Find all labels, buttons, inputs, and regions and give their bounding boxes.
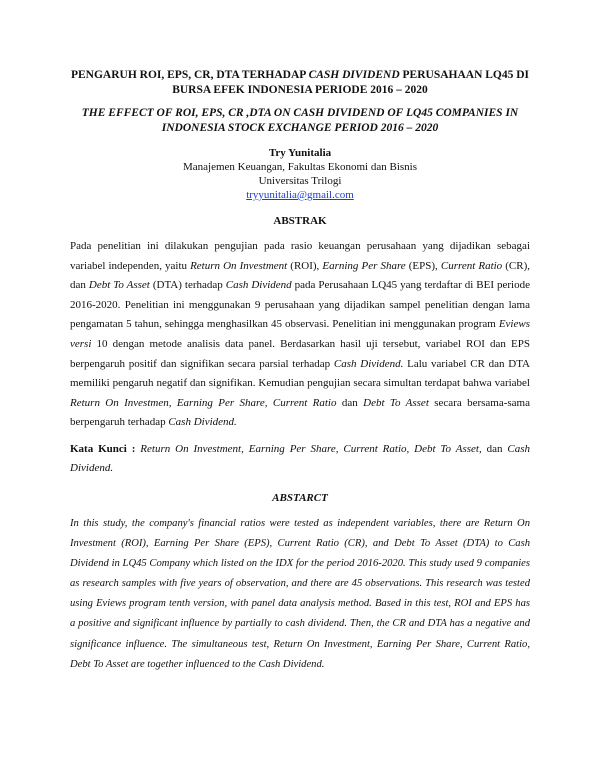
abstrak-term: Cash Dividend. — [333, 357, 404, 370]
abstrak-text: (CR), dan — [70, 259, 530, 292]
abstrak-heading: ABSTRAK — [273, 215, 327, 227]
abstrak-term: Current Ratio — [440, 259, 503, 272]
abstrak-text: pada Perusahaan LQ45 yang terdaftar di BEI periode 2016-2020. Penelitian ini menggunakan 9 perusahaan yang dijadikan sampel penelitian dengan lama pengamatan 5 tahun, sehingga menghasilkan 45 observasi. Penelitian ini menggunakan program — [70, 279, 530, 331]
abstrak-text: Pada penelitian ini dilakukan pengujian pada rasio keuangan perusahaan yang dijadikan sebagai variabel independen, yaitu — [70, 240, 530, 272]
abstrak-text: 10 dengan metode analisis data panel. Berdasarkan hasil uji tersebut, variabel ROI dan EPS berpengaruh positif dan signifikan secara parsial terhadap — [70, 337, 530, 370]
abstrak-text: (EPS), — [405, 259, 441, 272]
abstrak-text: secara bersama-sama berpengaruh terhadap — [70, 396, 530, 429]
abstrak-term: Debt To Asset — [363, 396, 429, 409]
title-indonesian — [70, 68, 530, 98]
abstrak-term: Eviews versi — [70, 318, 530, 350]
keywords-last-term: Cash Dividend. — [70, 442, 530, 474]
title-english: THE EFFECT OF ROI, EPS, CR ,DTA ON CASH DIVIDEND OF LQ45 COMPANIES IN INDONESIA STOCK EXCHANGE PERIOD 2016 – 2020 — [81, 107, 519, 134]
title-id-italic-term: CASH DIVIDEND — [308, 69, 400, 81]
abstrak-paragraph — [70, 237, 530, 433]
abstrak-term: Earning Per Share — [322, 259, 406, 272]
author-email-link[interactable]: tryyunitalia@gmail.com — [246, 189, 354, 201]
title-id-text-end: PERUSAHAAN LQ45 DI BURSA EFEK INDONESIA PERIODE 2016 – 2020 — [172, 69, 530, 96]
author-block — [70, 146, 530, 202]
abstrak-text: Lalu variabel CR dan DTA memiliki pengaruh negatif dan signifikan. Kemudian pengujian secara simultan terdapat bahwa variabel — [70, 357, 530, 390]
keywords-terms: Return On Investment, Earning Per Share, Current Ratio, Debt To Asset, — [135, 442, 482, 455]
author-affiliation: Manajemen Keuangan, Fakultas Ekonomi dan Bisnis — [182, 161, 417, 173]
keywords-label: Kata Kunci : — [70, 442, 136, 455]
keywords — [70, 440, 530, 478]
abstract-english-heading: ABSTARCT — [272, 491, 328, 504]
paper-page — [70, 68, 530, 675]
author-name: Try Yunitalia — [268, 147, 332, 159]
abstrak-term: Cash Dividend — [225, 279, 292, 292]
abstract-english-paragraph: In this study, the company's financial ratios were tested as independent variables, there are Return On Investment (ROI), Earning Per Share (EPS), Current Ratio (CR), and Debt To Asset (DTA) to Cash Dividend in LQ45 Company which listed on the IDX for the period 2016-2020. This study used 9 companies as research samples with five years of observation, and there are 45 observations. This research was tested using Eviews program tenth version, with panel data analysis method. Based in this test, ROI and EPS has a positive and significant influence by partially to cash dividend. Then, the CR and DTA has a negative and significance influence. The simultaneous test, Return On Investment, Earning Per Share, Current Ratio, Debt To Asset are together influenced to the Cash Dividend. — [70, 517, 530, 670]
abstrak-text: dan — [336, 396, 364, 409]
title-id-text: PENGARUH ROI, EPS, CR, DTA TERHADAP — [70, 69, 309, 81]
abstrak-term: Return On Investment — [190, 259, 288, 272]
author-university: Universitas Trilogi — [258, 175, 342, 187]
abstrak-term: Cash Dividend. — [168, 416, 237, 429]
abstrak-term: Debt To Asset — [88, 279, 150, 292]
abstrak-text: (DTA) terhadap — [149, 279, 226, 292]
keywords-conjunction: dan — [481, 442, 508, 455]
abstrak-term: Return On Investmen, Earning Per Share, Current Ratio — [70, 396, 337, 409]
abstrak-text: (ROI), — [287, 259, 323, 272]
